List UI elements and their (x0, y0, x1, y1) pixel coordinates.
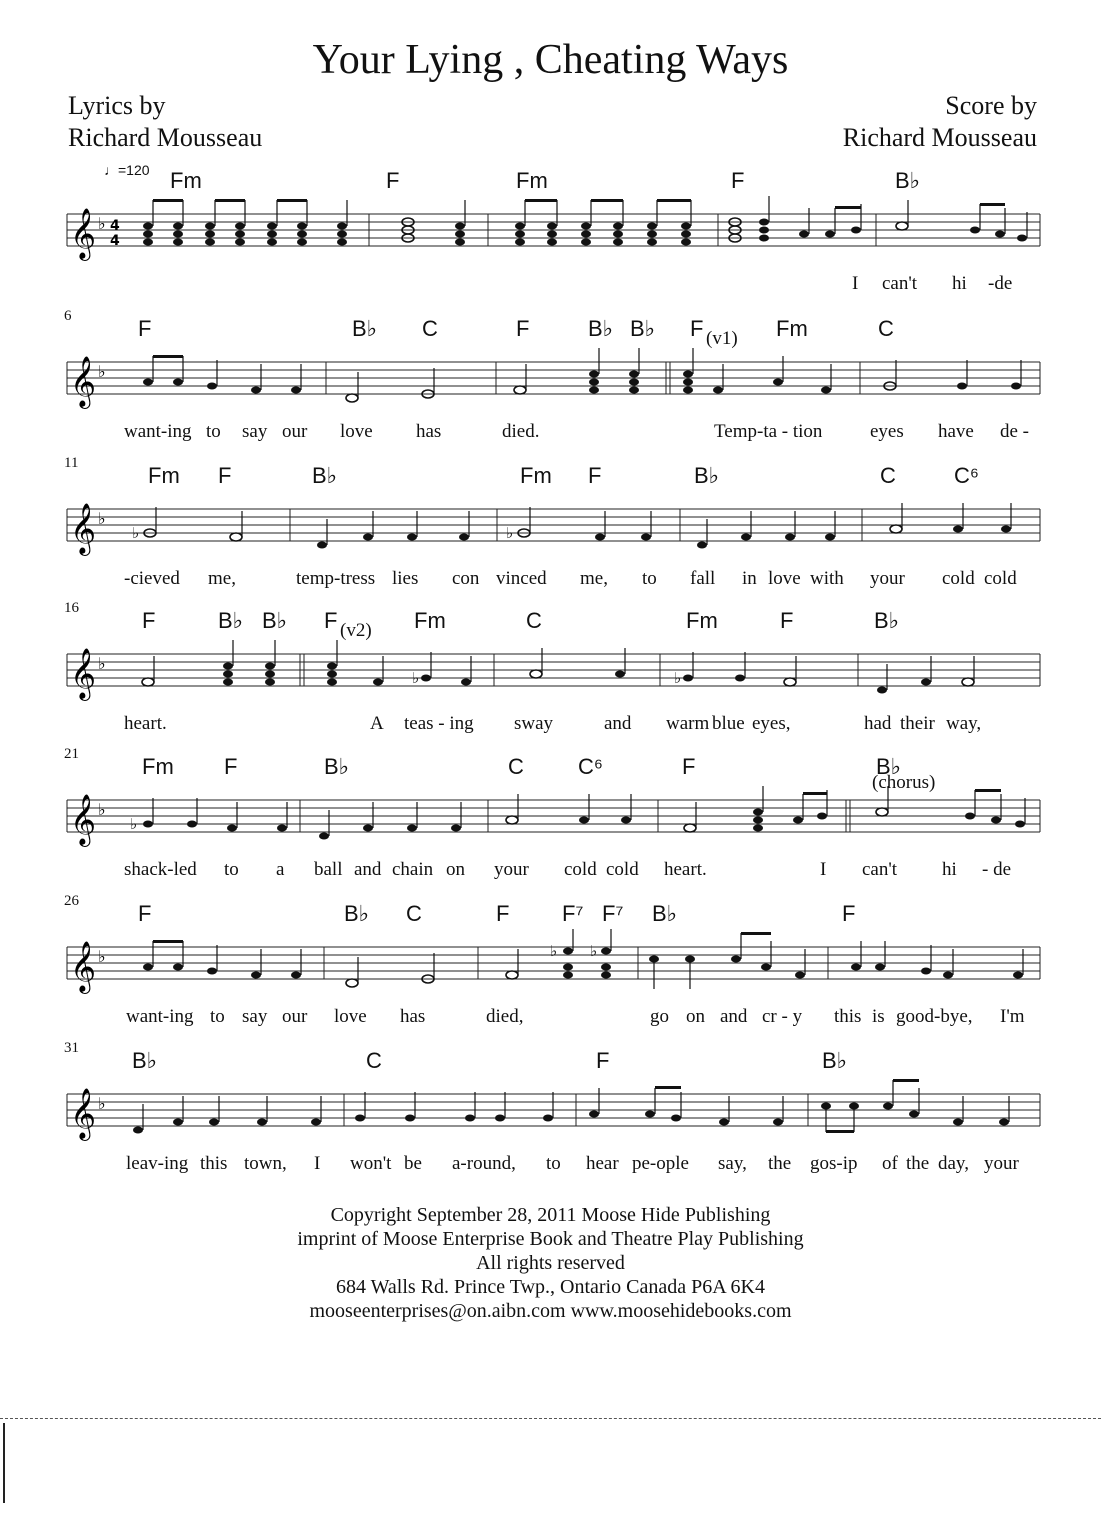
lyric-syllable: the (768, 1153, 792, 1174)
chord-row (0, 1048, 1101, 1076)
page-divider (0, 1418, 1101, 1421)
chord-row (0, 754, 1101, 782)
section-mark: (v2) (340, 620, 372, 641)
lyric-syllable: died, (486, 1006, 524, 1027)
treble-clef-icon: 𝄞 (70, 794, 97, 845)
score-credit (843, 90, 1037, 154)
lyrics-row (0, 1006, 1101, 1030)
lyric-syllable: I'm (1000, 1006, 1025, 1027)
lyric-syllable: I (852, 273, 859, 294)
chord-symbol: Fm (776, 316, 808, 341)
lyric-syllable: chain (392, 859, 434, 880)
chord-symbol: C (422, 316, 438, 341)
lyric-syllable: your (494, 859, 529, 880)
lyrics-row (0, 421, 1101, 445)
lyric-syllable: want-ing (124, 421, 192, 442)
lyric-syllable: to (546, 1153, 561, 1174)
lyric-syllable: has (400, 1006, 426, 1027)
chord-symbol: Fm (170, 168, 202, 193)
chord-symbol: F (690, 316, 704, 341)
chord-symbol: F (496, 901, 510, 926)
chord-symbol: B♭ (132, 1048, 158, 1073)
chord-symbol: Fm (148, 463, 180, 488)
chord-symbol: F (516, 316, 530, 341)
chord-symbol: F (842, 901, 856, 926)
lyric-syllable: to (210, 1006, 225, 1027)
section-mark: (v1) (706, 328, 738, 349)
chord-symbol: B♭ (262, 608, 288, 633)
svg-text:4: 4 (110, 233, 120, 249)
chord-symbol: F⁷ (562, 901, 584, 926)
lyric-syllable: temp-tress (296, 568, 376, 589)
staff (0, 782, 1101, 862)
chord-symbol: B♭ (895, 168, 921, 193)
address-line: 684 Walls Rd. Prince Twp., Ontario Canada P6A 6K4 (336, 1276, 765, 1298)
lyric-syllable: - de (982, 859, 1012, 880)
chord-symbol: B♭ (874, 608, 900, 633)
scan-edge-mark (3, 1423, 5, 1503)
measure-number: 6 (64, 308, 72, 324)
chord-symbol: F (682, 754, 696, 779)
lyric-syllable: me, (580, 568, 608, 589)
music-system-7 (0, 1040, 1101, 1190)
chord-symbol: C (508, 754, 524, 779)
lyric-syllable: say (242, 421, 268, 442)
lyric-syllable: heart. (124, 713, 167, 734)
score-label: Score by (945, 91, 1037, 120)
lyric-syllable: cold (984, 568, 1017, 589)
chord-symbol: Fm (686, 608, 718, 633)
lyric-syllable: your (870, 568, 905, 589)
treble-clef-icon: 𝄞 (70, 503, 97, 554)
chord-symbol: F (142, 608, 156, 633)
lyric-syllable: good-bye, (896, 1006, 973, 1027)
chord-symbol: F (224, 754, 238, 779)
lyric-syllable: cold (942, 568, 975, 589)
chord-symbol: B♭ (312, 463, 338, 488)
treble-clef-icon: 𝄞 (70, 648, 97, 699)
chord-symbol: C (526, 608, 542, 633)
music-system-6 (0, 893, 1101, 1043)
music-system-1 (0, 160, 1101, 310)
chord-symbol: B♭ (694, 463, 720, 488)
lyric-syllable: can't (882, 273, 918, 294)
lyrics-author: Richard Mousseau (68, 123, 263, 152)
lyric-syllable: love (768, 568, 801, 589)
lyric-syllable: -de (988, 273, 1013, 294)
lyric-syllable: to (206, 421, 221, 442)
measure-number: 31 (64, 1040, 79, 1056)
lyric-syllable: is (872, 1006, 885, 1027)
lyric-syllable: on (446, 859, 465, 880)
lyric-syllable: won't (350, 1153, 392, 1174)
chord-symbol: B♭ (324, 754, 350, 779)
lyric-syllable: me, (208, 568, 236, 589)
chord-symbol: C (366, 1048, 382, 1073)
music-system-2 (0, 308, 1101, 458)
staff (0, 929, 1101, 1009)
lyric-syllable: and (720, 1006, 748, 1027)
chord-symbol: F (780, 608, 794, 633)
lyric-syllable: I (820, 859, 827, 880)
lyric-syllable: con (452, 568, 480, 589)
svg-text:♭: ♭ (98, 214, 106, 233)
lyric-syllable: hi (942, 859, 957, 880)
lyric-syllable: pe-ople (632, 1153, 689, 1174)
chord-symbol: B♭ (588, 316, 614, 341)
svg-text:♭: ♭ (98, 800, 106, 819)
lyrics-row (0, 859, 1101, 883)
tempo-marking: ♩=120 (104, 162, 150, 178)
chord-symbol: B♭ (218, 608, 244, 633)
treble-clef-icon: 𝄞 (70, 941, 97, 992)
treble-clef-icon: 𝄞 (70, 356, 97, 407)
measure-number: 16 (64, 600, 79, 616)
staff (0, 491, 1101, 571)
lyric-syllable: say (242, 1006, 268, 1027)
chord-symbol: F (588, 463, 602, 488)
chord-symbol: B♭ (652, 901, 678, 926)
chord-symbol: C (878, 316, 894, 341)
lyric-syllable: can't (862, 859, 898, 880)
lyric-syllable: A (370, 713, 384, 734)
copyright-footer (0, 1203, 1101, 1323)
lyric-syllable: and (354, 859, 382, 880)
rights-line: All rights reserved (476, 1252, 625, 1274)
chord-symbol: F⁷ (602, 901, 624, 926)
lyric-syllable: to (642, 568, 657, 589)
svg-text:♭: ♭ (674, 669, 682, 687)
lyric-syllable: leav-ing (126, 1153, 189, 1174)
chord-symbol: C⁶ (954, 463, 979, 488)
chord-symbol: F (138, 316, 152, 341)
music-system-5 (0, 746, 1101, 896)
lyric-syllable: hear (586, 1153, 619, 1174)
lyric-syllable: blue (712, 713, 745, 734)
lyric-syllable: with (810, 568, 844, 589)
lyric-syllable: Temp-ta - tion (714, 421, 823, 442)
lyric-syllable: and (604, 713, 632, 734)
lyric-syllable: vinced (496, 568, 547, 589)
imprint-line: imprint of Moose Enterprise Book and Theatre Play Publishing (297, 1228, 804, 1250)
lyric-syllable: day, (938, 1153, 969, 1174)
measure-number: 11 (64, 455, 79, 471)
chord-symbol: F (324, 608, 338, 633)
chord-row (0, 901, 1101, 929)
measure-number: 21 (64, 746, 79, 762)
lyric-syllable: -cieved (124, 568, 180, 589)
svg-text:♭: ♭ (98, 362, 106, 381)
svg-text:♭: ♭ (98, 1094, 106, 1113)
lyrics-row (0, 1153, 1101, 1177)
lyric-syllable: sway (514, 713, 554, 734)
song-title: Your Lying , Cheating Ways (312, 37, 789, 83)
music-system-4 (0, 600, 1101, 750)
lyrics-label: Lyrics by (68, 91, 166, 120)
lyric-syllable: have (938, 421, 974, 442)
lyric-syllable: died. (502, 421, 540, 442)
lyric-syllable: their (900, 713, 935, 734)
chord-symbol: B♭ (630, 316, 656, 341)
svg-text:♭: ♭ (412, 669, 420, 687)
lyric-syllable: has (416, 421, 442, 442)
chord-row (0, 608, 1101, 636)
lyric-syllable: town, (244, 1153, 287, 1174)
chord-symbol: Fm (414, 608, 446, 633)
chord-symbol: B♭ (876, 754, 902, 779)
chord-symbol: F (138, 901, 152, 926)
lyric-syllable: cold (564, 859, 597, 880)
lyric-syllable: way, (946, 713, 982, 734)
lyric-syllable: this (834, 1006, 862, 1027)
chord-symbol: B♭ (352, 316, 378, 341)
svg-text:♭: ♭ (506, 524, 514, 542)
lyrics-row (0, 713, 1101, 737)
chord-symbol: F (596, 1048, 610, 1073)
chord-row (0, 316, 1101, 344)
lyric-syllable: say, (718, 1153, 747, 1174)
lyric-syllable: in (742, 568, 757, 589)
section-mark: (chorus) (872, 772, 936, 793)
lyric-syllable: teas - ing (404, 713, 474, 734)
lyric-syllable: love (340, 421, 373, 442)
lyric-syllable: eyes (870, 421, 904, 442)
chord-symbol: F (731, 168, 745, 193)
lyric-syllable: shack-led (124, 859, 197, 880)
svg-text:♭: ♭ (98, 509, 106, 528)
staff (0, 1076, 1101, 1156)
chord-symbol: Fm (516, 168, 548, 193)
lyric-syllable: to (224, 859, 239, 880)
score-author: Richard Mousseau (842, 123, 1037, 152)
lyric-syllable: ball (314, 859, 343, 880)
lyric-syllable: had (864, 713, 892, 734)
lyric-syllable: this (200, 1153, 228, 1174)
lyric-syllable: eyes, (752, 713, 791, 734)
lyric-syllable: gos-ip (810, 1153, 858, 1174)
lyrics-credit (68, 90, 262, 154)
svg-text:♭: ♭ (590, 942, 598, 960)
lyric-syllable: heart. (664, 859, 707, 880)
lyric-syllable: de - (1000, 421, 1030, 442)
svg-text:♭: ♭ (98, 947, 106, 966)
lyrics-row (0, 568, 1101, 592)
lyric-syllable: be (404, 1153, 422, 1174)
lyric-syllable: your (984, 1153, 1019, 1174)
chord-row (0, 168, 1101, 196)
chord-symbol: C (406, 901, 422, 926)
lyric-syllable: of (882, 1153, 898, 1174)
svg-text:♭: ♭ (98, 654, 106, 673)
lyrics-row (0, 273, 1101, 297)
lyric-syllable: a (276, 859, 285, 880)
staff (0, 344, 1101, 424)
svg-text:♭: ♭ (132, 524, 140, 542)
lyric-syllable: a-round, (452, 1153, 516, 1174)
treble-clef-icon: 𝄞 (70, 208, 97, 259)
staff (0, 636, 1101, 716)
chord-symbol: F (218, 463, 232, 488)
chord-symbol: B♭ (822, 1048, 848, 1073)
music-system-3 (0, 455, 1101, 605)
chord-symbol: C (880, 463, 896, 488)
lyric-syllable: want-ing (126, 1006, 194, 1027)
chord-symbol: F (386, 168, 400, 193)
staff (0, 196, 1101, 276)
lyric-syllable: fall (690, 568, 716, 589)
copyright-line: Copyright September 28, 2011 Moose Hide Publishing (330, 1204, 771, 1226)
lyric-syllable: warm (666, 713, 710, 734)
chord-symbol: C⁶ (578, 754, 603, 779)
lyric-syllable: I (314, 1153, 321, 1174)
lyric-syllable: love (334, 1006, 367, 1027)
lyric-syllable: go (650, 1006, 669, 1027)
lyric-syllable: hi (952, 273, 967, 294)
contact-line: mooseenterprises@on.aibn.com www.moosehidebooks.com (309, 1300, 792, 1322)
lyric-syllable: cold (606, 859, 639, 880)
lyric-syllable: our (282, 1006, 308, 1027)
svg-text:♭: ♭ (130, 815, 138, 833)
treble-clef-icon: 𝄞 (70, 1088, 97, 1139)
lyric-syllable: lies (392, 568, 419, 589)
chord-symbol: B♭ (344, 901, 370, 926)
lyric-syllable: our (282, 421, 308, 442)
chord-symbol: Fm (520, 463, 552, 488)
lyric-syllable: on (686, 1006, 705, 1027)
svg-text:♭: ♭ (550, 942, 558, 960)
lyric-syllable: the (906, 1153, 930, 1174)
chord-row (0, 463, 1101, 491)
chord-symbol: Fm (142, 754, 174, 779)
measure-number: 26 (64, 893, 79, 909)
svg-text:4: 4 (110, 218, 120, 234)
lyric-syllable: cr - y (762, 1006, 803, 1027)
